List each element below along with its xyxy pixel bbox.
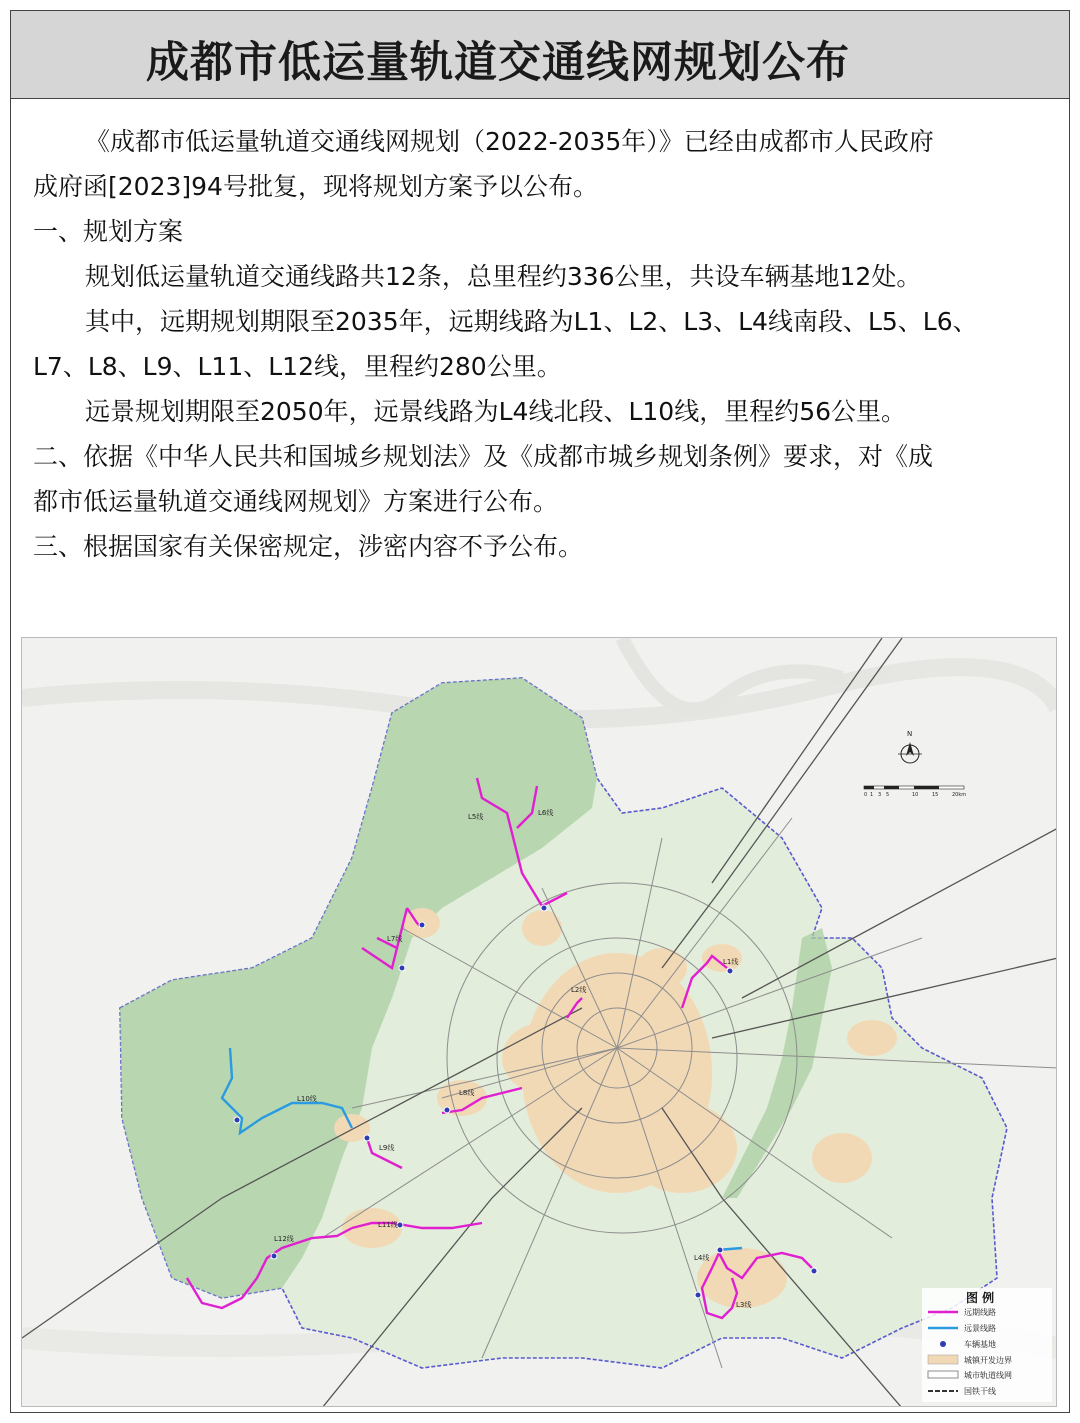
legend-national-railway: 国铁干线 xyxy=(964,1387,996,1396)
legend-urban-rail: 城市轨道线网 xyxy=(964,1371,1012,1380)
title-bar xyxy=(11,11,1069,99)
scale-20: 20km xyxy=(952,792,967,798)
section-heading-secrecy: 三、根据国家有关保密规定，涉密内容不予公布。 xyxy=(33,532,584,561)
scale-0: 0 xyxy=(864,792,868,798)
legend xyxy=(922,1288,1052,1402)
legend-urban-boundary: 城镇开发边界 xyxy=(964,1356,1012,1365)
label-L7: L7线 xyxy=(387,935,403,943)
legend-title: 图 例 xyxy=(966,1291,995,1305)
paragraph-intro: 《成都市低运量轨道交通线网规划（2022-2035年）》已经由成都市人民政府 xyxy=(85,127,934,156)
paragraph-vision: 远景规划期限至2050年，远景线路为L4线北段、L10线，里程约56公里。 xyxy=(85,397,907,426)
legend-depot: 车辆基地 xyxy=(964,1340,996,1349)
label-L6: L6线 xyxy=(538,809,554,817)
announcement-text xyxy=(33,119,1043,569)
paragraph-far-term-cont: L7、L8、L9、L11、L12线，里程约280公里。 xyxy=(33,352,562,381)
label-L1: L1线 xyxy=(723,958,739,966)
map-svg xyxy=(22,638,1057,1407)
label-L2: L2线 xyxy=(571,986,587,994)
label-L11: L11线 xyxy=(378,1221,398,1229)
scale-1: 1 xyxy=(870,792,874,798)
page-title: 成都市低运量轨道交通线网规划公布 xyxy=(146,38,850,88)
paragraph-far-term: 其中，远期规划期限至2035年，远期线路为L1、L2、L3、L4线南段、L5、L6、 xyxy=(85,307,978,336)
label-L3: L3线 xyxy=(736,1301,752,1309)
legend-vision: 远景线路 xyxy=(964,1324,996,1333)
label-L4: L4线 xyxy=(694,1254,710,1262)
legend-swatch-urban xyxy=(928,1355,958,1364)
paragraph-intro-cont: 成府函[2023]94号批复，现将规划方案予以公布。 xyxy=(33,172,598,201)
section-heading-plan: 一、规划方案 xyxy=(33,217,184,246)
scale-10: 10 xyxy=(912,792,919,798)
scale-3: 3 xyxy=(878,792,882,798)
paragraph-basis-cont: 都市低运量轨道交通线网规划》方案进行公布。 xyxy=(33,487,559,516)
label-L9: L9线 xyxy=(379,1144,395,1152)
scale-15: 15 xyxy=(932,792,939,798)
network-map xyxy=(21,637,1057,1407)
poster-frame xyxy=(10,10,1070,1413)
scale-5: 5 xyxy=(886,792,890,798)
north-label: N xyxy=(907,730,913,738)
label-L5: L5线 xyxy=(468,813,484,821)
legend-far-term: 远期线路 xyxy=(964,1308,996,1317)
label-L10: L10线 xyxy=(297,1095,317,1103)
label-L12: L12线 xyxy=(274,1235,294,1243)
section-heading-basis: 二、依据《中华人民共和国城乡规划法》及《成都市城乡规划条例》要求，对《成 xyxy=(33,442,934,471)
legend-swatch-depot xyxy=(940,1341,946,1347)
paragraph-plan-total: 规划低运量轨道交通线路共12条，总里程约336公里，共设车辆基地12处。 xyxy=(85,262,922,291)
label-L8: L8线 xyxy=(459,1089,475,1097)
